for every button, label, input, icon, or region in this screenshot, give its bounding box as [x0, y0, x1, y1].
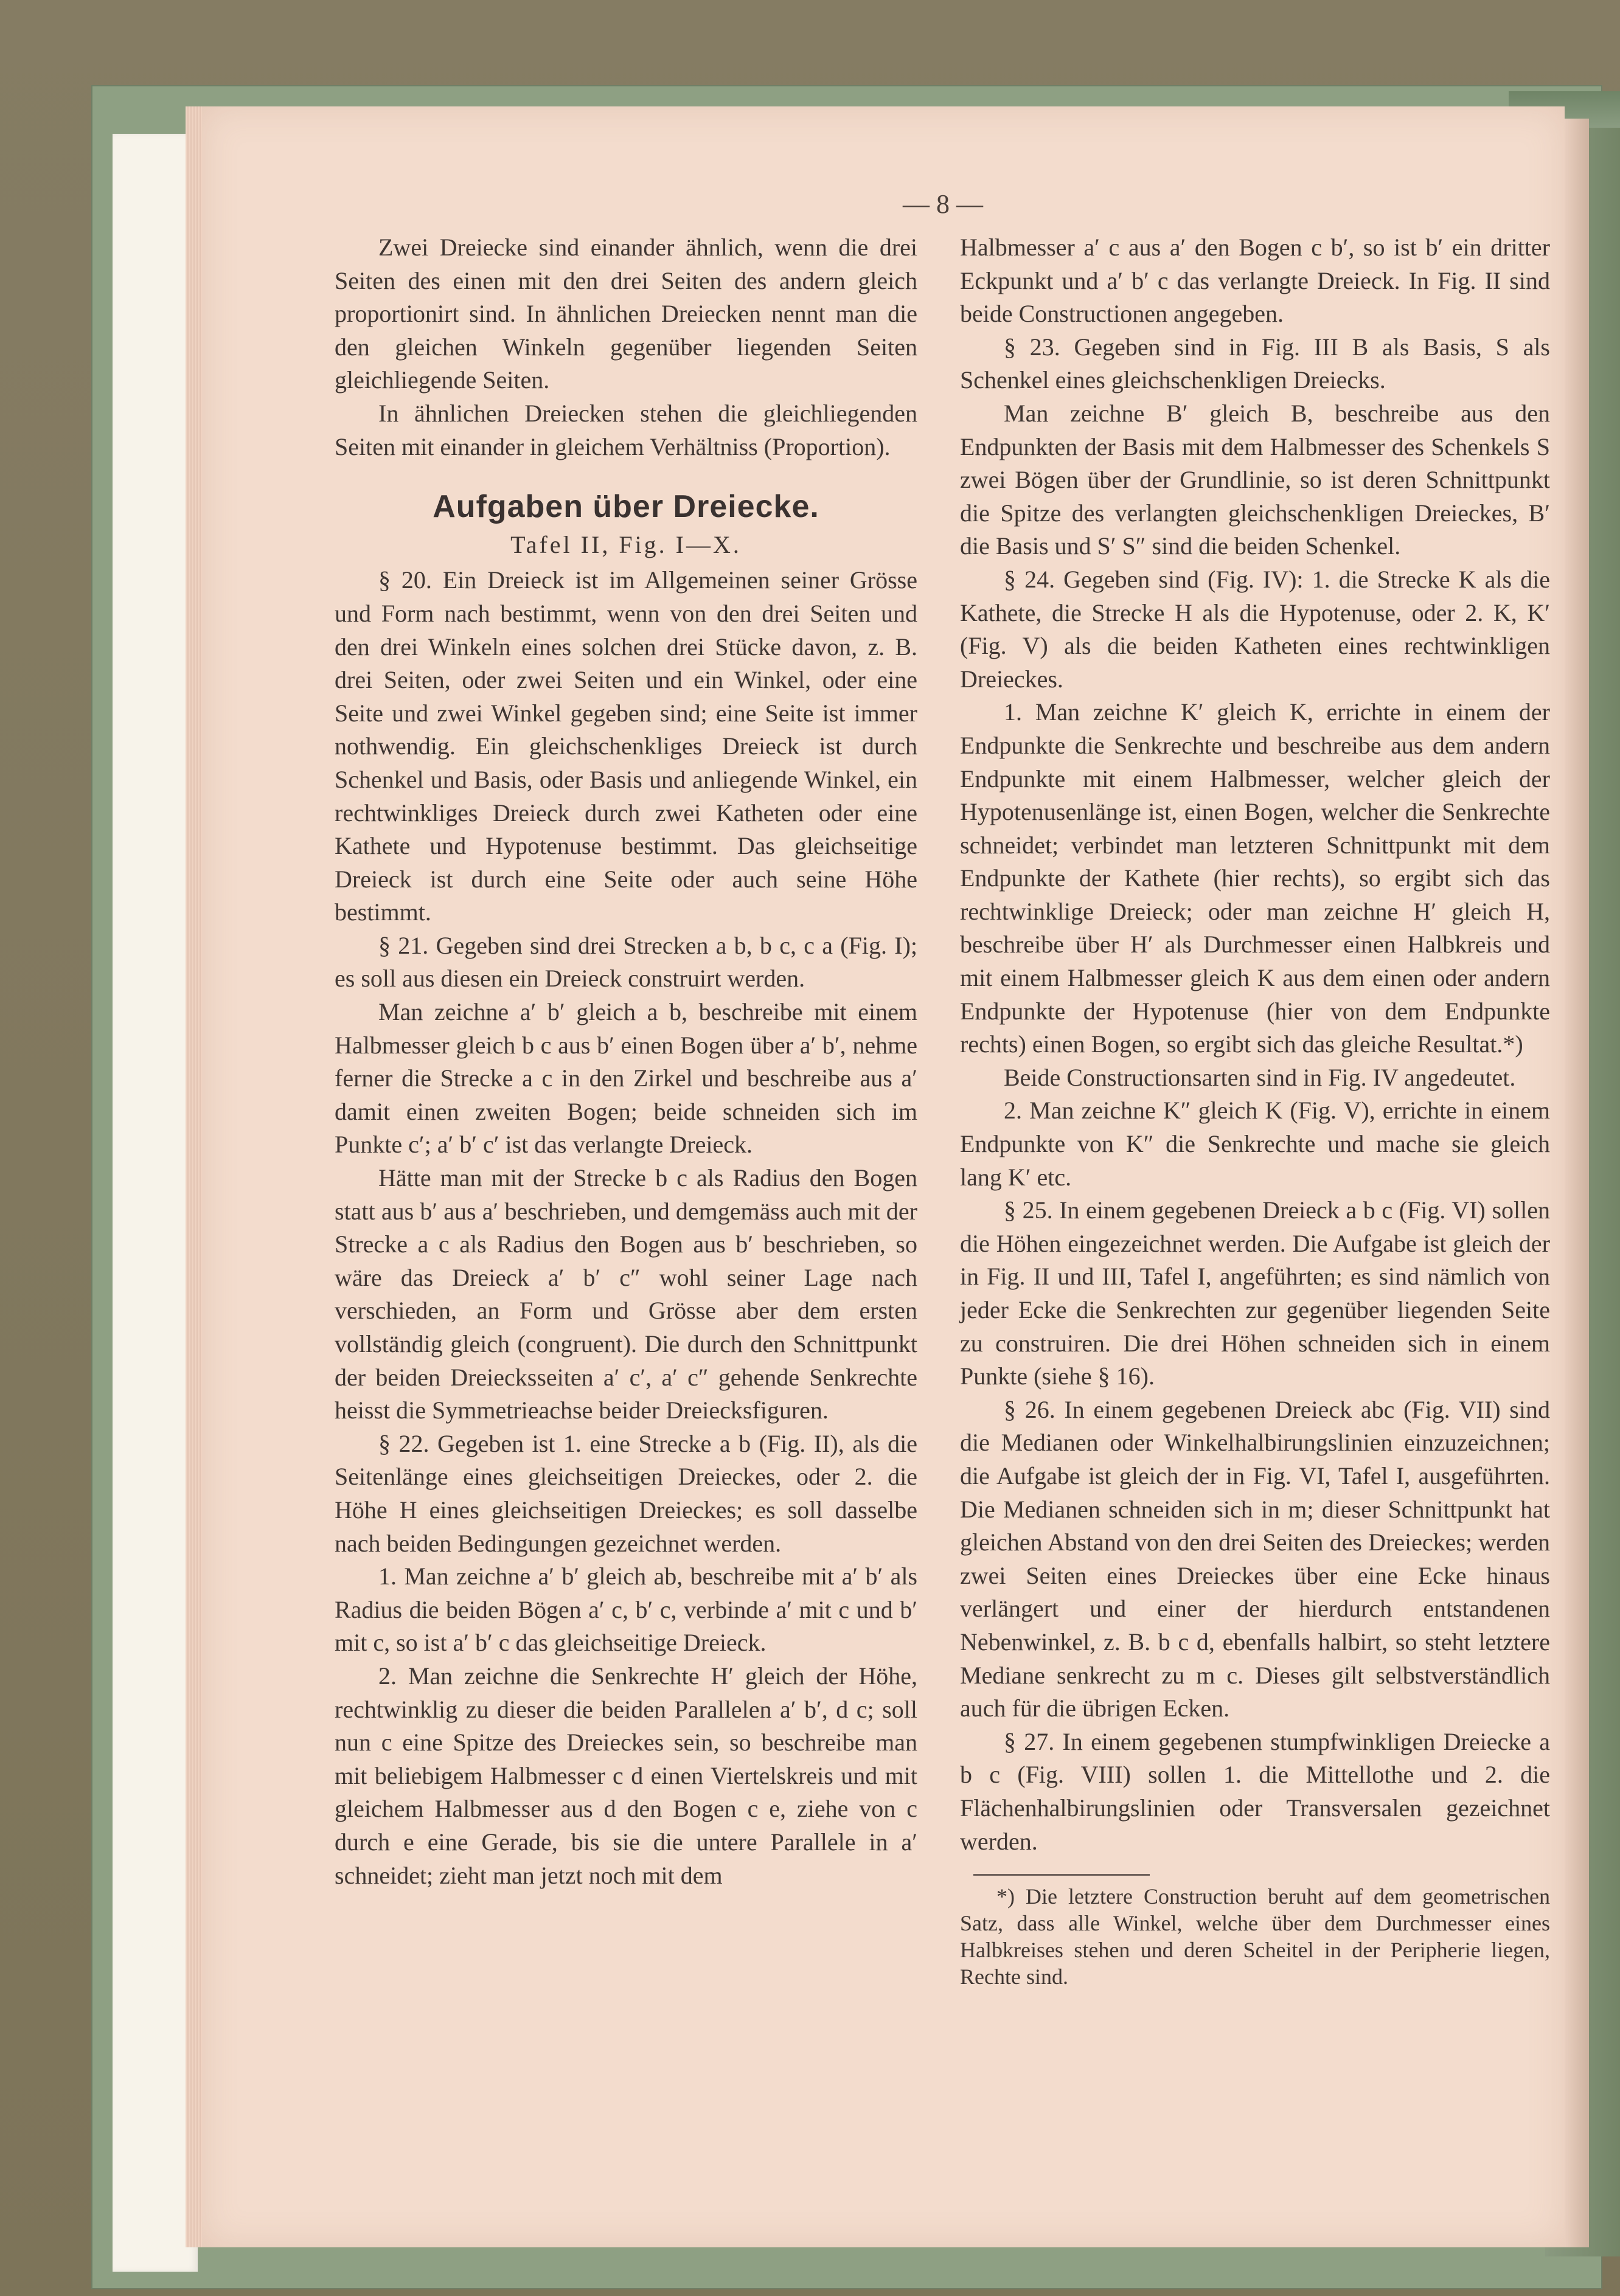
page-number: — 8 — [903, 189, 983, 219]
footnote [960, 1883, 1550, 1990]
paragraph: 1. Man zeichne a′ b′ gleich ab, beschreibe mit a′ b′ als Radius die beiden Bögen a′ c, b′ c, verbinde a′ mit c und b′ mit c, so ist a′ b′ c das gleichseitige Dreieck. [335, 1562, 917, 1657]
flyleaf [113, 134, 198, 2272]
page-gutter [1565, 119, 1589, 2247]
paragraph-s23: § 23. Gegeben sind in Fig. III B als Basis, S als Schenkel eines gleichschenkligen Dreiecks. [960, 333, 1550, 394]
paragraph: Zwei Dreiecke sind einander ähnlich, wenn die drei Seiten des einen mit den drei Seiten des andern gleich proportionirt sind. In ähnlichen Dreiecken nennt man die den gleichen Winkeln gegenüber liegenden Seiten gleichliegende Seiten. [335, 234, 917, 394]
left-column [335, 231, 917, 1892]
paragraph-s21: § 21. Gegeben sind drei Strecken a b, b c, c a (Fig. I); es soll aus diesen ein Dreieck construirt werden. [335, 931, 917, 993]
paragraph-s26: § 26. In einem gegebenen Dreieck abc (Fig. VII) sind die Medianen oder Winkelhalbirungslinien einzuzeichnen; die Aufgabe ist gleich der in Fig. VI, Tafel I, ausgeführten. Die Medianen schneiden sich in m; dieser Schnittpunkt hat gleichen Abstand von den drei Seiten des Dreieckes; werden zwei Seiten eines Dreieckes über eine Ecke hinaus verlängert und einer der hierdurch entstandenen Nebenwinkel, z. B. b c d, ebenfalls halbirt, so steht letztere Mediane senkrecht zu m c. Dieses gilt selbstverständlich auch für die übrigen Ecken. [960, 1395, 1550, 1722]
paragraph-s22: § 22. Gegeben ist 1. eine Strecke a b (Fig. II), als die Seitenlänge eines gleichseitigen Dreieckes, oder 2. die Höhe H eines gleichseitigen Dreieckes; es soll dasselbe nach beiden Bedingungen gezeichnet werden. [335, 1429, 917, 1557]
paragraph: Halbmesser a′ c aus a′ den Bogen c b′, so ist b′ ein dritter Eckpunkt und a′ b′ c das verlangte Dreieck. In Fig. II sind beide Constructionen angegeben. [960, 234, 1550, 328]
paragraph: 1. Man zeichne K′ gleich K, errichte in einem der Endpunkte die Senkrechte und beschreibe aus dem andern Endpunkte mit einem Halbmesser, welcher gleich der Hypotenusenlänge ist, einen Bogen, welcher die Senkrechte schneidet; verbindet man letzteren Schnittpunkt mit dem Endpunkte der Kathete (hier rechts), so ergibt sich das rechtwinklige Dreieck; oder man zeichne H′ gleich H, beschreibe über H′ als Durchmesser einen Halbkreis und mit einem Halbmesser gleich K aus dem einen oder andern Endpunkte der Hypotenuse (hier von dem Endpunkte rechts) einen Bogen, so ergibt sich das gleiche Resultat.*) [960, 698, 1550, 1058]
section-heading: Aufgaben über Dreiecke. [433, 489, 819, 525]
footnote-text: *) Die letztere Construction beruht auf dem geometrischen Satz, dass alle Winkel, welche über dem Durchmesser eines Halbkreises stehen und deren Scheitel in der Peripherie liegen, Rechte sind. [960, 1884, 1550, 1989]
paragraph-s20: § 20. Ein Dreieck ist im Allgemeinen seiner Grösse und Form nach bestimmt, wenn von den drei Seiten und den drei Winkeln eines solchen drei Stücke davon, z. B. drei Seiten, oder zwei Seiten und ein Winkel, oder eine Seite und zwei Winkel gegeben sind; eine Seite ist immer nothwendig. Ein gleichschenkliges Dreieck ist durch Schenkel und Basis, oder Basis und anliegende Winkel, ein rechtwinkliges Dreieck durch zwei Katheten oder eine Kathete und Hypotenuse bestimmt. Das gleichseitige Dreieck ist durch eine Seite oder auch seine Höhe bestimmt. [335, 566, 917, 926]
paragraph-s25: § 25. In einem gegebenen Dreieck a b c (Fig. VI) sollen die Höhen eingezeichnet werden. Die Aufgabe ist gleich der in Fig. II und III, Tafel I, angeführten; es sind nämlich von jeder Ecke die Senkrechten zur gegenüber liegenden Seite zu construiren. Die drei Höhen schneiden sich in einem Punkte (siehe § 16). [960, 1196, 1550, 1390]
footnote-divider [973, 1874, 1150, 1876]
paragraph: Beide Constructionsarten sind in Fig. IV angedeutet. [1004, 1063, 1516, 1091]
paragraph: Hätte man mit der Strecke b c als Radius den Bogen statt aus b′ aus a′ beschrieben, und demgemäss auch mit der Strecke a c als Radius den Bogen aus b′ beschrieben, so wäre das Dreieck a′ b′ c″ wohl seiner Lage nach verschieden, an Form und Grösse aber dem ersten vollständig gleich (congruent). Die durch den Schnittpunkt der beiden Dreiecksseiten a′ c′, a′ c″ gehende Senkrechte heisst die Symmetrieachse beider Dreiecksfiguren. [335, 1164, 917, 1424]
paragraph: Man zeichne a′ b′ gleich a b, beschreibe mit einem Halbmesser gleich b c aus b′ einen Bogen über a′ b′, nehme ferner die Strecke a c in den Zirkel und beschreibe aus a′ damit einen zweiten Bogen; beide schneiden sich im Punkte c′; a′ b′ c′ ist das verlangte Dreieck. [335, 998, 917, 1159]
paragraph: Man zeichne B′ gleich B, beschreibe aus den Endpunkten der Basis mit dem Halbmesser des Schenkels S zwei Bögen über der Grundlinie, so ist deren Schnittpunkt die Spitze des verlangten gleichschenkligen Dreieckes, B′ die Basis und S′ S″ sind die beiden Schenkel. [960, 399, 1550, 560]
right-column [960, 231, 1550, 1990]
section-subheading: Tafel II, Fig. I—X. [510, 530, 742, 558]
paragraph: 2. Man zeichne die Senkrechte H′ gleich der Höhe, rechtwinklig zu dieser die beiden Parallelen a′ b′, d c; soll nun c eine Spitze des Dreieckes sein, so beschreibe man mit beliebigem Halbmesser c d einen Viertelskreis und mit gleichem Halbmesser aus d den Bogen c e, ziehe von c durch e eine Gerade, bis sie die untere Parallele in a′ schneidet; zieht man jetzt noch mit dem [335, 1662, 917, 1889]
paragraph-s24: § 24. Gegeben sind (Fig. IV): 1. die Strecke K als die Kathete, die Strecke H als die Hypotenuse, oder 2. K, K′ (Fig. V) als die beiden Katheten eines rechtwinkligen Dreieckes. [960, 565, 1550, 693]
paragraph: In ähnlichen Dreiecken stehen die gleichliegenden Seiten mit einander in gleichem Verhältniss (Proportion). [335, 399, 917, 460]
paragraph: 2. Man zeichne K″ gleich K (Fig. V), errichte in einem Endpunkte von K″ die Senkrechte und mache sie gleich lang K′ etc. [960, 1097, 1550, 1191]
paragraph-s27: § 27. In einem gegebenen stumpfwinkligen Dreiecke a b c (Fig. VIII) sollen 1. die Mittellothe und 2. die Flächenhalbirungslinien oder Transversalen gezeichnet werden. [960, 1727, 1550, 1855]
